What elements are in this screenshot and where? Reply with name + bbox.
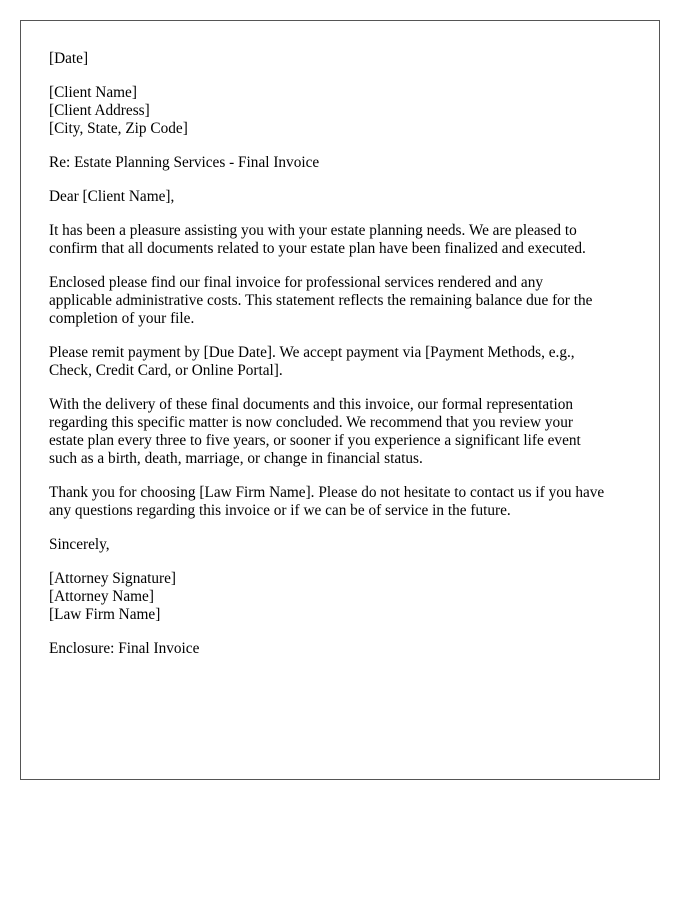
closing-text: Sincerely, (49, 536, 110, 553)
subject-line (49, 154, 631, 172)
paragraph-line: With the delivery of these final documents and this invoice, our formal representation (49, 396, 573, 413)
attorney-signature-line: [Attorney Signature] (49, 570, 177, 587)
body-paragraph-2 (49, 274, 631, 328)
closing (49, 536, 631, 554)
enclosure-text: Enclosure: Final Invoice (49, 640, 200, 657)
paragraph-line: Please remit payment by [Due Date]. We accept payment via [Payment Methods, e.g., (49, 344, 575, 361)
salutation-text: Dear [Client Name], (49, 188, 175, 205)
body-paragraph-5 (49, 484, 631, 520)
paragraph-line: Check, Credit Card, or Online Portal]. (49, 362, 283, 379)
paragraph-line: completion of your file. (49, 310, 195, 327)
paragraph-line: regarding this specific matter is now concluded. We recommend that you review your (49, 414, 573, 431)
paragraph-line: estate plan every three to five years, or sooner if you experience a significant life event (49, 432, 581, 449)
paragraph-line: confirm that all documents related to your estate plan have been finalized and executed. (49, 240, 586, 257)
enclosure-note (49, 640, 631, 658)
letter-date (49, 50, 631, 68)
attorney-name: [Attorney Name] (49, 588, 154, 605)
recipient-address-block (49, 84, 631, 138)
body-paragraph-3 (49, 344, 631, 380)
paragraph-line: It has been a pleasure assisting you with your estate planning needs. We are pleased to (49, 222, 577, 239)
body-paragraph-1 (49, 222, 631, 258)
recipient-name: [Client Name] (49, 84, 137, 101)
paragraph-line: Enclosed please find our final invoice for professional services rendered and any (49, 274, 543, 291)
signature-block (49, 570, 631, 624)
date-text: [Date] (49, 50, 89, 67)
law-firm-name: [Law Firm Name] (49, 606, 161, 623)
recipient-city-state-zip: [City, State, Zip Code] (49, 120, 188, 137)
letter-page (20, 20, 660, 780)
body-paragraph-4 (49, 396, 631, 468)
salutation (49, 188, 631, 206)
paragraph-line: Thank you for choosing [Law Firm Name]. Please do not hesitate to contact us if you have (49, 484, 605, 501)
paragraph-line: any questions regarding this invoice or if we can be of service in the future. (49, 502, 511, 519)
paragraph-line: such as a birth, death, marriage, or change in financial status. (49, 450, 423, 467)
paragraph-line: applicable administrative costs. This statement reflects the remaining balance due for the (49, 292, 593, 309)
subject-text: Re: Estate Planning Services - Final Invoice (49, 154, 320, 171)
recipient-address: [Client Address] (49, 102, 150, 119)
